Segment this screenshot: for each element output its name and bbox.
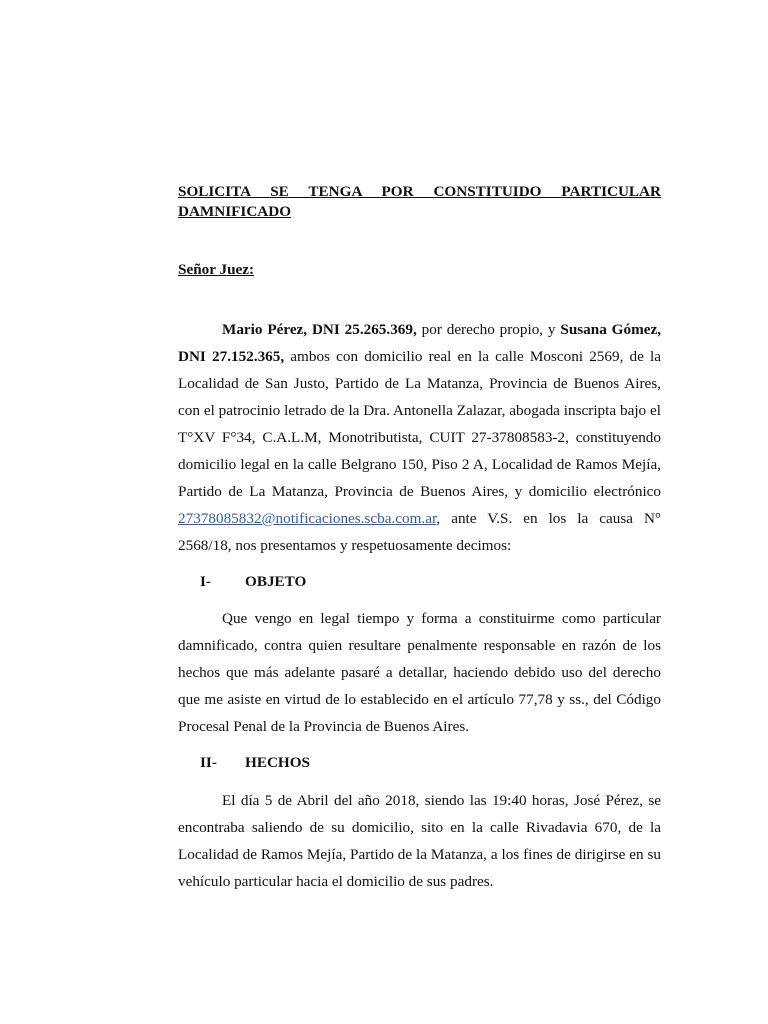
intro-paragraph bbox=[178, 316, 661, 559]
petitioner-1: Mario Pérez, DNI 25.265.369, bbox=[222, 321, 417, 338]
section-title: OBJETO bbox=[245, 573, 307, 590]
intro-text-2: ambos con domicilio real en la calle Mosconi 2569, de la Localidad de San Justo, Partido de La Matanza, Provincia de Buenos Aires, con el patrocinio letrado de la Dra. Antonella Zalazar, abogada inscripta bajo el T°XV F°34, C.A.L.M, Monotributista, CUIT 27-37808583-2, constituyendo domicilio legal en la calle Belgrano 150, Piso 2 A, Localidad de Ramos Mejía, Partido de La Matanza, Provincia de Buenos Aires, y domicilio electrónico bbox=[178, 348, 661, 500]
petitioner-2: Susana Gómez, DNI 27.152.365, bbox=[178, 321, 661, 365]
section-heading-hechos bbox=[178, 753, 310, 773]
section-heading-objeto bbox=[178, 572, 306, 592]
hechos-paragraph: El día 5 de Abril del año 2018, siendo las 19:40 horas, José Pérez, se encontraba saliendo de su domicilio, sito en la calle Rivadavia 670, de la Localidad de Ramos Mejía, Partido de la Matanza, a los fines de dirigirse en su vehículo particular hacia el domicilio de sus padres. bbox=[178, 792, 661, 890]
section-number: II- bbox=[200, 754, 217, 771]
document-title: SOLICITA SE TENGA POR CONSTITUIDO PARTICULAR DAMNIFICADO bbox=[178, 183, 661, 220]
section-title: HECHOS bbox=[245, 754, 310, 771]
section-number: I- bbox=[200, 573, 211, 590]
objeto-paragraph: Que vengo en legal tiempo y forma a constituirme como particular damnificado, contra quien resultare penalmente responsable en razón de los hechos que más adelante pasaré a detallar, haciendo debido uso del derecho que me asiste en virtud de lo establecido en el artículo 77,78 y ss., del Código Procesal Penal de la Provincia de Buenos Aires. bbox=[178, 610, 661, 735]
intro-text-3: , ante V.S. en los la causa N° 2568/18, nos presentamos y respetuosamente decimos: bbox=[178, 510, 661, 554]
email-link[interactable]: 27378085832@notificaciones.scba.com.ar bbox=[178, 510, 437, 527]
intro-text-1: por derecho propio, y bbox=[416, 321, 561, 338]
document-page bbox=[178, 182, 661, 890]
salutation: Señor Juez: bbox=[178, 261, 255, 278]
